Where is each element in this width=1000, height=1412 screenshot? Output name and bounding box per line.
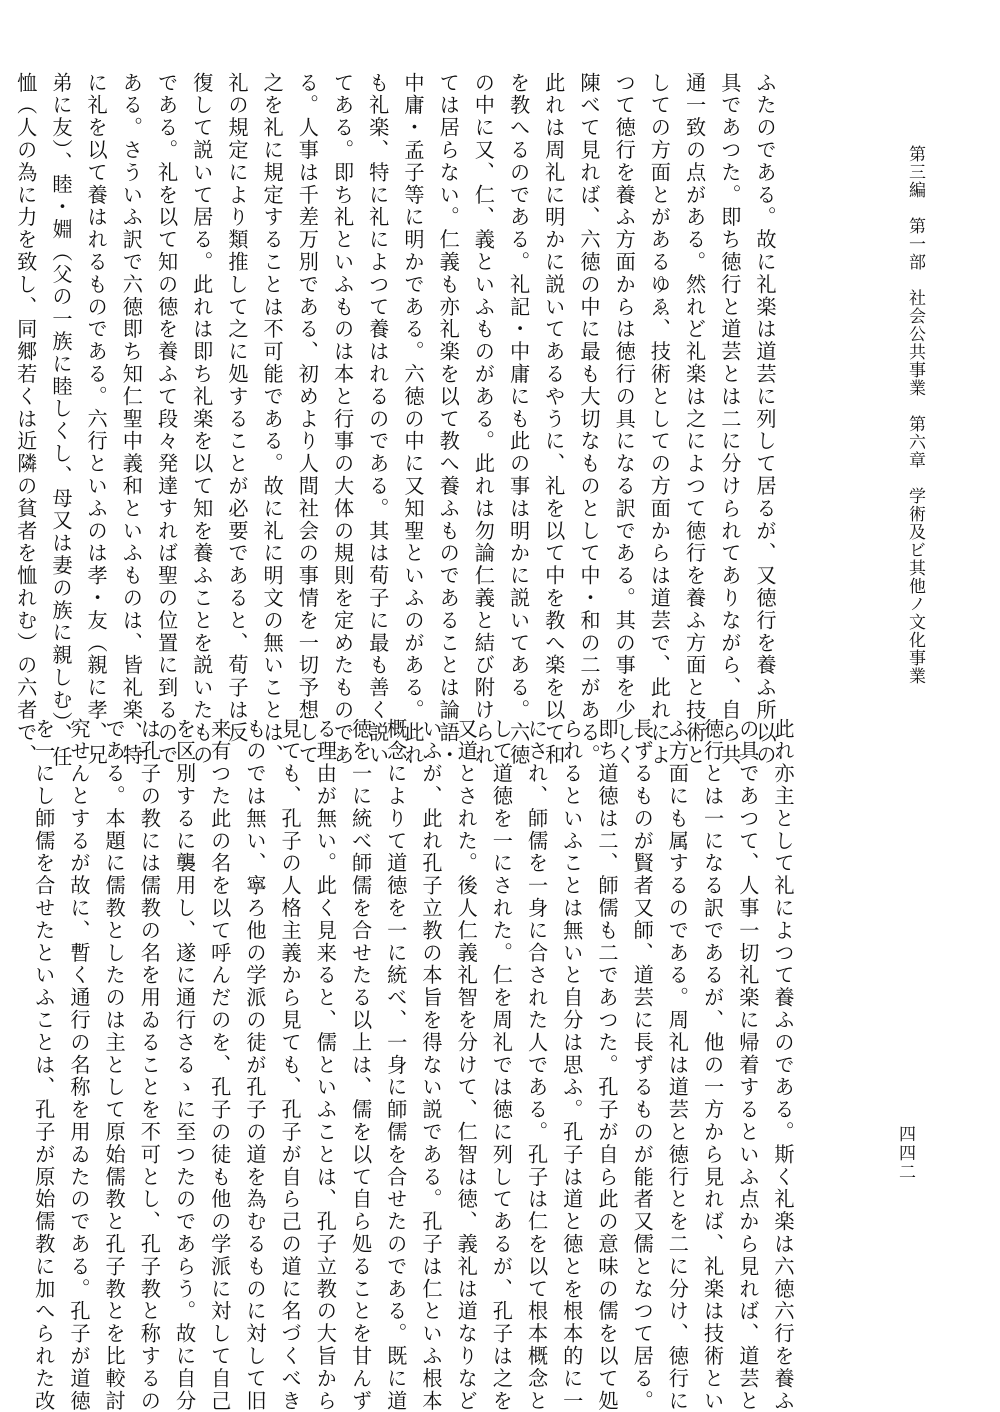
text-line: 復して説いて居る。此れは即ち礼楽を以て知を養ふことを説いたもの xyxy=(189,72,214,767)
page-number: 四四二 xyxy=(895,1125,915,1182)
text-line: である。礼を以て知の徳を養ふて段々発達すれば聖の位置に到るので xyxy=(154,72,179,767)
text-line: 陳べて見れば、六徳の中に最も大切なものとして中・和の二がある。 xyxy=(576,72,601,767)
text-line: も礼楽、特に礼によつて養はれるのである。其は荀子に最も善く説い xyxy=(365,72,390,767)
text-line: ては居らない。仁義も亦礼楽を以て教へ養ふものであることは論語・ xyxy=(436,72,461,767)
text-line: して道徳を一にされた。仁を周礼では徳に列してあるが、孔子は之を xyxy=(489,718,514,1412)
text-line: られるといふことは無いと自分は思ふ。孔子は道と徳とを根本的に一 xyxy=(559,718,584,1412)
text-line: 弟に友）、睦・婣（父の一族に睦しくし、母又は妻の族に親しむ）、任 xyxy=(48,72,73,769)
text-line: 又道とされた。後人仁義礼智を分けて、仁智は徳、義礼は道なりなど xyxy=(454,718,479,1412)
lower-text-block xyxy=(31,718,800,1412)
text-line: ふ方面にも属するのである。周礼は道芸と徳行とを二に分け、徳行に xyxy=(665,718,690,1412)
text-line: 之を礼に規定することは不可能である。故に礼に明文の無いことは、 xyxy=(260,72,285,767)
text-line: 即ち道徳は二、師儒も二であつた。孔子が自ら此の意味の儒を以て処 xyxy=(594,718,619,1412)
text-line: 徳行とは一になる訳であるが、他の一方から見れば、礼楽は技術とい xyxy=(700,718,725,1412)
text-line: は孔子の教には儒教の名を用ゐることを不可とし、孔子教と称するの xyxy=(137,718,162,1412)
text-line: ふたのである。故に礼楽は道芸に列して居るが、又徳行を養ふ所以の xyxy=(753,72,777,767)
text-line: 此れ亦主として礼によつて養ふのである。斯く礼楽は六徳六行を養ふ xyxy=(771,718,795,1412)
text-line: 来有つた此の名を以て呼んだのを、孔子の徒も他の学派に対して自己 xyxy=(207,718,232,1412)
text-line: 恤（人の為に力を致し、同郷若くは近隣の貧者を恤れむ）の六者で、 xyxy=(13,72,38,767)
upper-text-block xyxy=(13,72,782,769)
text-line: の具であつて、人事一切礼楽に帰着するといふ点から見れば、道芸と xyxy=(735,718,760,1412)
text-line: である。本題に儒教としたのは主として原始儒教と孔子教とを比較討 xyxy=(102,718,127,1412)
text-line: る理由が無い。此く見来ると、儒といふことは、孔子立教の大旨から xyxy=(313,718,338,1412)
text-line: にされ、師儒を一身に合された人である。孔子は仁を以て根本概念と xyxy=(524,718,549,1412)
text-line: を区別するに襲用し、遂に通行さるゝに至つたのであらう。故に自分 xyxy=(172,718,197,1412)
text-line: いふが、此れ孔子立教の本旨を得ない説である。孔子は仁といふ根本 xyxy=(418,718,443,1412)
text-line: 礼の規定により類推して之に処することが必要であると、荀子は反 xyxy=(224,72,249,744)
text-line: 見ても、孔子の人格主義から見ても、孔子が自ら己の道に名づくべき xyxy=(278,718,303,1412)
text-line: を教へるのである。礼記・中庸にも此の事は明かに説いてある。六徳 xyxy=(506,72,531,767)
text-line: 概念によりて道徳を一に統べ、一身に師儒を合せたのである。既に道 xyxy=(383,718,408,1412)
text-line: ものでは無い、寧ろ他の学派の徒が孔子の道を為むるものに対して旧 xyxy=(242,718,267,1412)
text-line: ある。さういふ訳で六徳即ち知仁聖中義和といふものは、皆礼楽、特 xyxy=(119,72,144,767)
text-line: 此れは周礼に明かに説いてあるやうに、礼を以て中を教へ楽を以て和 xyxy=(541,72,566,767)
text-line: 中庸・孟子等に明かである。六徳の中に又知聖といふのがある。此れ xyxy=(400,72,425,767)
text-line: 長ずるものが賢者又師、道芸に長ずるものが能者又儒となつて居る。 xyxy=(630,718,655,1412)
text-line: る。人事は千差万別である、初めより人間社会の事情を一切予想して xyxy=(295,72,320,767)
text-line: てある。即ち礼といふものは本と行事の大体の規則を定めたものであ xyxy=(330,72,355,767)
text-line: 究せんとするが故に、暫く通行の名称を用ゐたのである。孔子が道徳 xyxy=(66,718,91,1412)
text-line: 通一致の点がある。然れど礼楽は之によつて徳行を養ふ方面と技術と xyxy=(682,72,707,767)
text-line: を一にし師儒を合せたといふことは、孔子が原始儒教に加へられた改 xyxy=(31,718,56,1412)
text-line: に礼を以て養はれるものである。六行といふのは孝・友（親に孝、兄 xyxy=(84,72,109,767)
text-line: 徳を一に統べ師儒を合せたる以上は、儒を以て自ら処ることを甘んず xyxy=(348,718,373,1412)
running-head: 第三編 第一部 社会公共事業 第六章 学術及ビ其他ノ文化事業 xyxy=(905,145,925,685)
text-line: つて徳行を養ふ方面からは徳行の具になる訳である。其の事を少しく xyxy=(612,72,637,767)
text-line: の中に又、仁、義といふものがある。此れは勿論仁義と結び附けられ xyxy=(471,72,496,767)
text-line: 具であつた。即ち徳行と道芸とは二に分けられてありながら、自ら共 xyxy=(717,72,742,767)
text-line: しての方面とがあるゆゑ、技術としての方面からは道芸で、此れによ xyxy=(647,72,672,767)
